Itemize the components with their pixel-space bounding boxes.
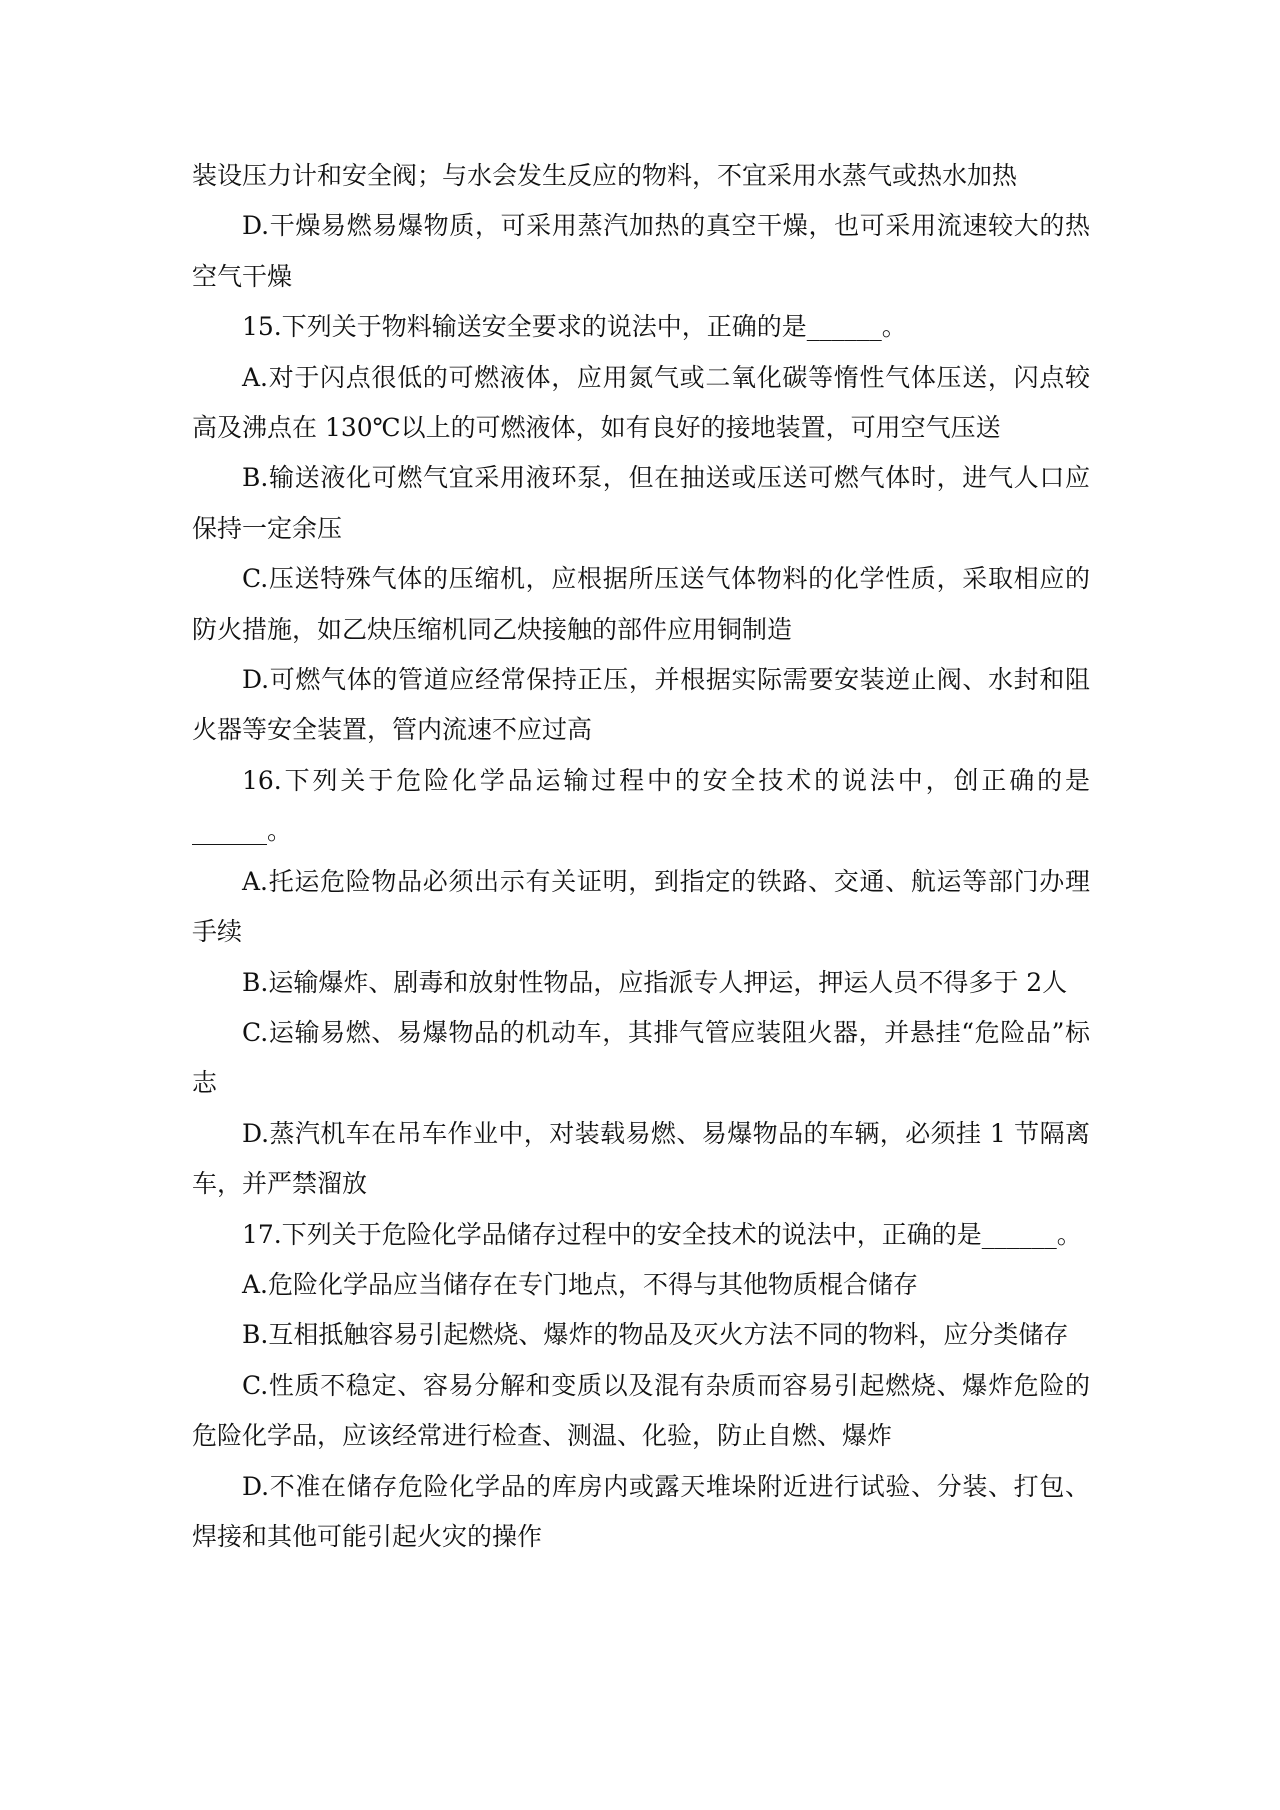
q16-option-b: B.运输爆炸、剧毒和放射性物品，应指派专人押运，押运人员不得多于 2人 bbox=[242, 967, 1068, 997]
q15-option-d: D.可燃气体的管道应经常保持正压，并根据实际需要安装逆止阀、水封和阻火器等安全装置，管内流速不应过高 bbox=[192, 665, 1090, 745]
q17-option-c: C.性质不稳定、容易分解和变质以及混有杂质而容易引起燃烧、爆炸危险的危险化学品，应该经常进行检查、测温、化验，防止自燃、爆炸 bbox=[192, 1370, 1090, 1451]
question-15: 15.下列关于物料输送安全要求的说法中，正确的是______。 bbox=[242, 312, 907, 342]
q16-option-c: C.运输易燃、易爆物品的机动车，其排气管应装阻火器，并悬挂“危险品”标志 bbox=[192, 1017, 1090, 1098]
q15-option-b: B.输送液化可燃气宜采用液环泵，但在抽送或压送可燃气体时，进气人口应保持一定余压 bbox=[192, 463, 1090, 543]
q14-option-d: D.干燥易燃易爆物质，可采用蒸汽加热的真空干燥，也可采用流速较大的热空气干燥 bbox=[192, 211, 1090, 291]
q16-option-a: A.托运危险物品必须出示有关证明，到指定的铁路、交通、航运等部门办理手续 bbox=[192, 866, 1090, 947]
q16-option-d: D.蒸汽机车在吊车作业中，对装载易燃、易爆物品的车辆，必须挂 1 节隔离车，并严禁溜放 bbox=[192, 1118, 1090, 1199]
q17-option-d: D.不准在储存危险化学品的库房内或露天堆垛附近进行试验、分装、打包、焊接和其他可能引起火灾的操作 bbox=[192, 1471, 1090, 1551]
paragraph-continuation: 装设压力计和安全阀；与水会发生反应的物料，不宜采用水蒸气或热水加热 bbox=[192, 161, 1018, 190]
question-17: 17.下列关于危险化学品储存过程中的安全技术的说法中，正确的是______。 bbox=[242, 1219, 1082, 1249]
q17-option-a: A.危险化学品应当储存在专门地点，不得与其他物质棍合储存 bbox=[242, 1269, 919, 1299]
document-body bbox=[192, 151, 1090, 1562]
q17-option-b: B.互相抵触容易引起燃烧、爆炸的物品及灭火方法不同的物料，应分类储存 bbox=[242, 1320, 1069, 1350]
q15-option-a: A.对于闪点很低的可燃液体，应用氮气或二氧化碳等惰性气体压送，闪点较高及沸点在 130℃以上的可燃液体，如有良好的接地装置，可用空气压送 bbox=[192, 362, 1090, 443]
q15-option-c: C.压送特殊气体的压缩机，应根据所压送气体物料的化学性质，采取相应的防火措施，如乙炔压缩机同乙炔接触的部件应用铜制造 bbox=[192, 564, 1090, 644]
question-16: 16.下列关于危险化学品运输过程中的安全技术的说法中，创正确的是______。 bbox=[192, 765, 1090, 846]
